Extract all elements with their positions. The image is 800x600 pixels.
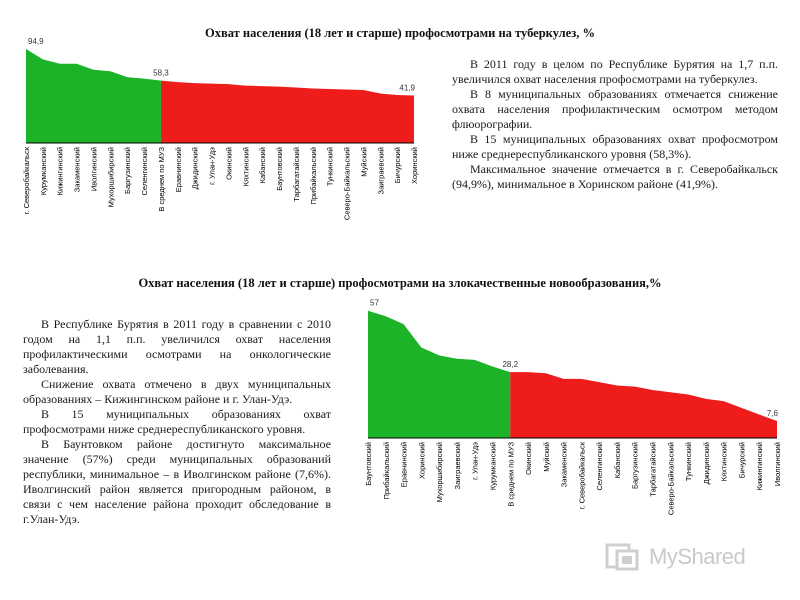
data-label: 7,6: [766, 409, 778, 419]
logo-mark-icon: [605, 541, 643, 573]
x-tick-label: Мухоршибирский: [106, 147, 116, 208]
x-tick-label: Бичурский: [737, 442, 747, 479]
x-tick-label: Кабанский: [258, 147, 268, 184]
x-tick-label: Баунтовский: [364, 442, 373, 486]
chart-oncology-coverage: [364, 298, 782, 544]
paragraph: В 15 муниципальных образованиях охват профосмотрами ниже среднереспубликанского уровня.: [23, 407, 331, 436]
x-tick-label: Окинский: [224, 147, 234, 180]
area-below-average: [510, 372, 777, 438]
paragraph: В 15 муниципальных образованиях охват профосмотром ниже среднереспубликанского уровня (58,3%).: [452, 132, 778, 161]
area-below-average: [161, 81, 414, 143]
x-tick-label: Тарбагатайский: [291, 147, 301, 202]
x-tick-label: Заиграевский: [376, 147, 386, 195]
oncology-summary-text: [23, 317, 331, 527]
data-label: 28,2: [502, 360, 519, 370]
x-tick-label: Кабанский: [612, 442, 622, 479]
x-tick-label: Баунтовский: [275, 147, 285, 191]
x-tick-label: г. Улан-Удэ: [207, 147, 217, 185]
x-tick-label: Муйский: [359, 147, 369, 177]
x-tick-label: Кяхтинский: [719, 442, 729, 482]
myshared-logo: [605, 537, 765, 577]
chart-title-oncology: Охват населения (18 лет и старше) профосмотрами на злокачественные новообразования,%: [138, 276, 662, 290]
tuberculosis-summary-text: [452, 57, 778, 192]
x-tick-label: Закаменский: [559, 442, 569, 488]
x-tick-label: Хоринский: [417, 442, 427, 480]
data-label: 57: [370, 298, 379, 308]
area-above-average: [26, 49, 161, 143]
x-tick-label: Тарбагатайский: [648, 442, 658, 497]
paragraph: В Республике Бурятия в 2011 году в сравнении с 2010 годом на 1,1 п.п. увеличился охват населения профилактическими осмотрами на онкологические заболевания.: [23, 317, 331, 376]
x-tick-label: Иволгинский: [773, 442, 782, 487]
x-tick-label: Еравнинский: [173, 147, 183, 193]
x-tick-label: Северо-Байкальский: [666, 442, 676, 516]
x-tick-label: Баргузинский: [630, 442, 640, 489]
paragraph: Снижение охвата отмечено в двух муниципальных образованиях – Кижингинском районе и г. Улан-Удэ.: [23, 377, 331, 406]
data-label: 58,3: [153, 68, 169, 78]
x-tick-label: Курумканский: [488, 442, 498, 491]
x-tick-label: Кяхтинский: [241, 147, 251, 187]
x-tick-label: Северо-Байкальский: [342, 147, 352, 221]
paragraph: В 8 муниципальных образованиях отмечается снижение охвата населения профилактическим осмотром методом флюорографии.: [452, 87, 778, 131]
x-tick-label: Тункинский: [325, 147, 335, 187]
x-tick-label: Селенгинский: [140, 147, 150, 196]
x-tick-label: Закаменский: [72, 147, 82, 193]
data-label: 41,9: [399, 83, 415, 93]
x-tick-label: Селенгинский: [595, 442, 605, 491]
x-tick-label: Окинский: [524, 442, 534, 475]
paragraph: В 2011 году в целом по Республике Бурятия на 1,7 п.п. увеличился охват населения профосмотрами на туберкулез.: [452, 57, 778, 86]
x-tick-label: г. Улан-Удэ: [470, 442, 480, 480]
x-tick-label: В среднем по МУЗ: [156, 147, 166, 212]
x-tick-label: Джидинский: [701, 442, 711, 485]
x-tick-label: г. Северобайкальск: [577, 442, 587, 510]
x-tick-label: Еравнинский: [399, 442, 409, 488]
area-above-average: [368, 311, 510, 438]
x-tick-label: г. Северобайкальск: [22, 147, 31, 215]
x-tick-label: Кижингинский: [55, 147, 65, 196]
paragraph: Максимальное значение отмечается в г. Северобайкальск (94,9%), минимальное в Хоринском районе (41,9%).: [452, 162, 778, 191]
chart-title-tuberculosis: Охват населения (18 лет и старше) профосмотрами на туберкулез, %: [205, 26, 595, 40]
logo-text: MyShared: [649, 544, 746, 569]
data-label: 94,9: [28, 37, 44, 47]
chart-tuberculosis-coverage: [22, 37, 419, 244]
x-tick-label: Кижингинский: [755, 442, 765, 491]
x-tick-label: Баргузинский: [123, 147, 133, 194]
x-tick-label: Тункинский: [684, 442, 694, 482]
x-tick-label: Курумканский: [38, 147, 48, 196]
x-tick-label: Джидинский: [190, 147, 200, 190]
x-tick-label: Муйский: [541, 442, 551, 472]
x-tick-label: Прибайкальский: [308, 147, 318, 205]
x-tick-label: Бичурский: [393, 147, 403, 184]
x-tick-label: Мухоршибирский: [435, 442, 445, 503]
paragraph: В Баунтовком районе достигнуто максимальное значение (57%) среди муниципальных образований республики, минимальное – в Иволгинском районе (7,6%). Иволгинский район является пригородным районом, в связи с чем население района проходит обследование в г.Улан-Удэ.: [23, 437, 331, 526]
x-tick-label: Иволгинский: [89, 147, 99, 192]
x-tick-label: Хоринский: [410, 147, 419, 185]
x-tick-label: В среднем по МУЗ: [506, 442, 516, 507]
x-tick-label: Прибайкальский: [381, 442, 391, 500]
x-tick-label: Заиграевский: [452, 442, 462, 490]
